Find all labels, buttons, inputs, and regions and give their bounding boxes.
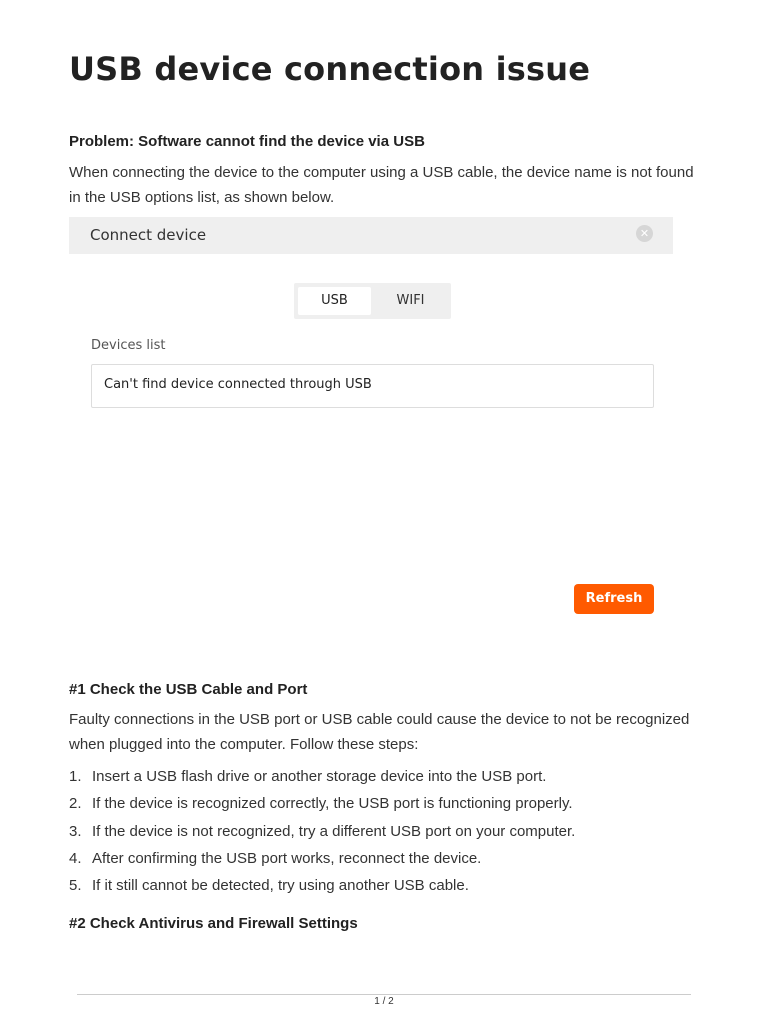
devices-list-message: Can't find device connected through USB	[104, 377, 372, 392]
devices-list-label: Devices list	[91, 338, 166, 353]
devices-list-box[interactable]	[91, 364, 654, 408]
list-item	[69, 790, 709, 817]
steps-list	[69, 763, 709, 899]
dialog-header	[69, 217, 673, 254]
list-item	[69, 845, 709, 872]
page-number: 1 / 2	[374, 996, 394, 1007]
step-text: Insert a USB flash drive or another storage device into the USB port.	[92, 768, 547, 785]
section2-heading: #2 Check Antivirus and Firewall Settings	[69, 915, 358, 932]
tab-wifi[interactable]: WIFI	[396, 293, 425, 308]
refresh-button[interactable]: Refresh	[574, 584, 654, 614]
connect-device-dialog-screenshot	[69, 217, 673, 627]
step-number: 4.	[69, 849, 82, 867]
step-number: 5.	[69, 877, 82, 895]
problem-text: When connecting the device to the computer using a USB cable, the device name is not found in the USB options list, as shown below.	[69, 164, 694, 206]
list-item	[69, 872, 709, 899]
section1-heading: #1 Check the USB Cable and Port	[69, 681, 308, 698]
list-item	[69, 818, 709, 845]
dialog-title: Connect device	[90, 226, 207, 244]
section1-text: Faulty connections in the USB port or USB cable could cause the device to not be recognized when plugged into the computer. Follow these steps:	[69, 711, 690, 753]
problem-heading: Problem: Software cannot find the device via USB	[69, 133, 425, 150]
list-item	[69, 763, 709, 790]
step-text: If the device is recognized correctly, the USB port is functioning properly.	[92, 795, 573, 813]
connection-type-toggle	[294, 283, 451, 319]
step-number: 3.	[69, 822, 82, 840]
footer-divider	[77, 994, 691, 995]
step-text: If the device is not recognized, try a different USB port on your computer.	[92, 822, 576, 840]
close-circle-icon[interactable]: ✕	[636, 225, 653, 242]
step-number: 1.	[69, 768, 82, 785]
step-number: 2.	[69, 795, 82, 813]
page-title: USB device connection issue	[69, 50, 591, 88]
tab-usb[interactable]: USB	[298, 287, 371, 315]
step-text: If it still cannot be detected, try using another USB cable.	[92, 877, 469, 895]
step-text: After confirming the USB port works, reconnect the device.	[92, 849, 482, 867]
